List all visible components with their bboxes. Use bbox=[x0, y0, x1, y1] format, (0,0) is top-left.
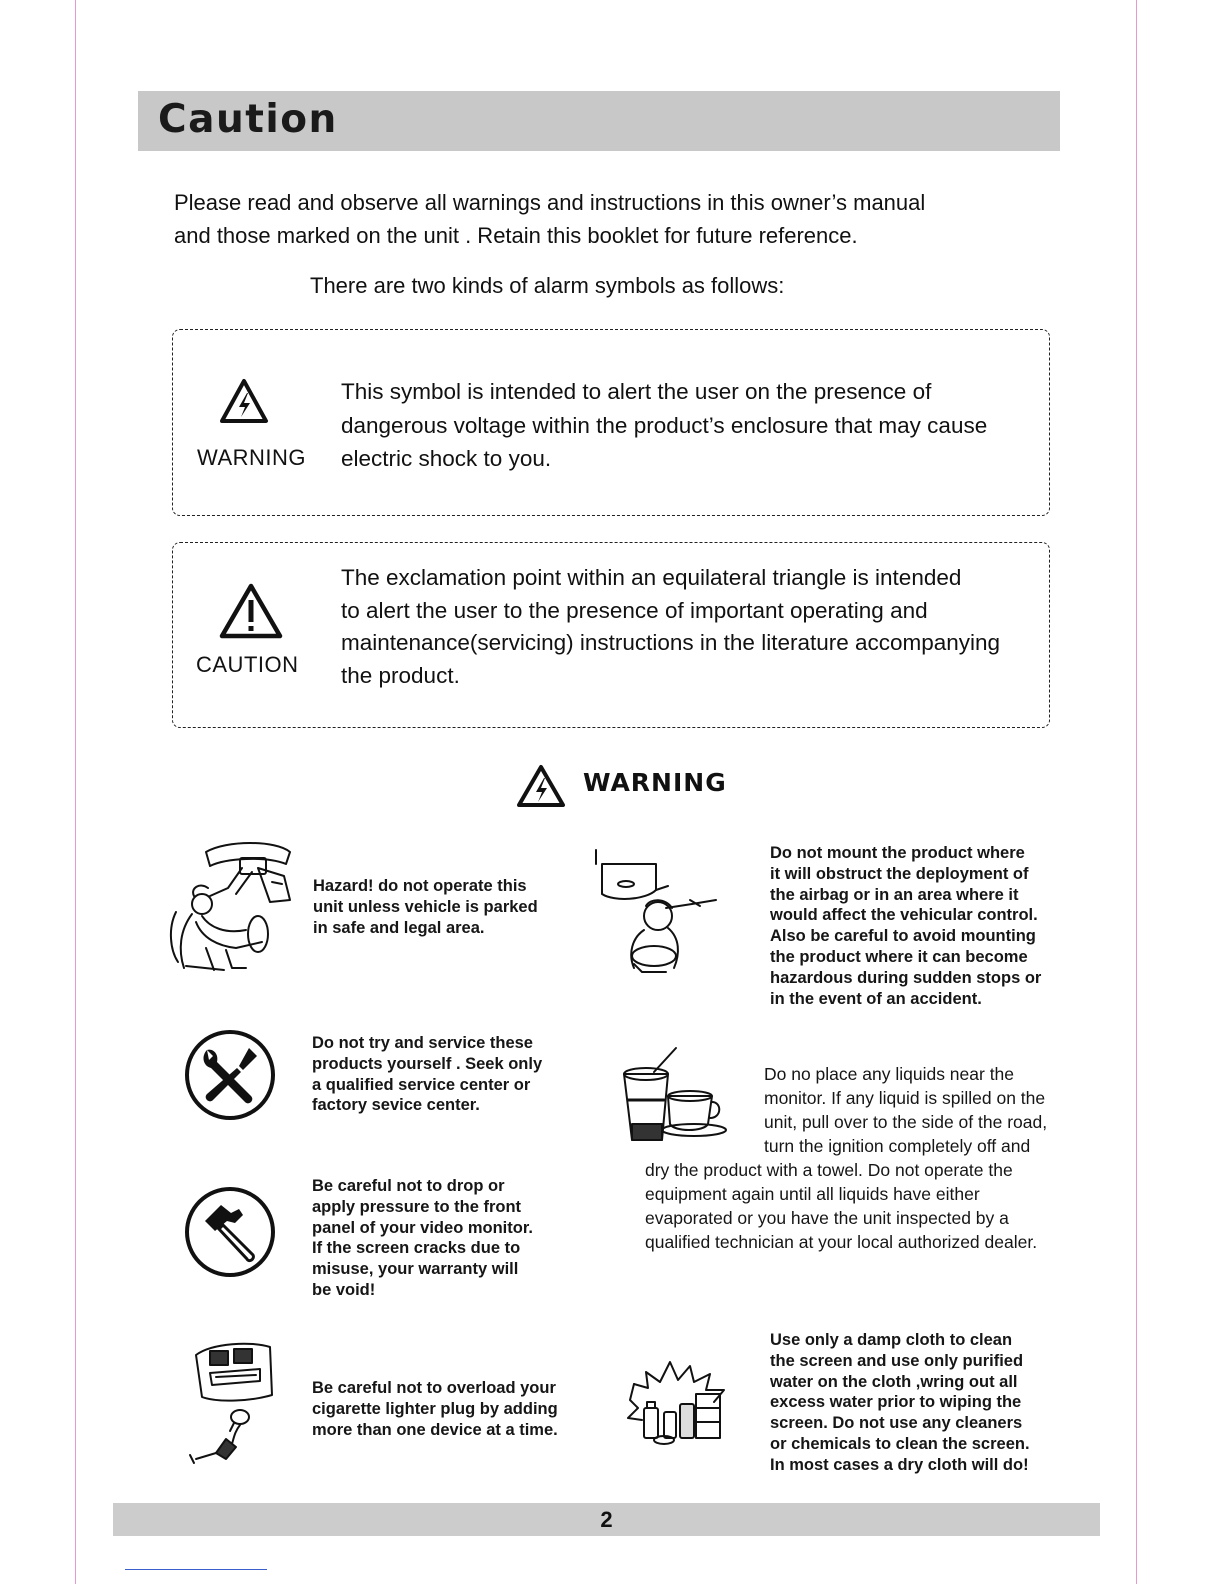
cigarette-lighter-illustration bbox=[182, 1335, 278, 1465]
caution-symbol-box bbox=[172, 542, 1050, 728]
note-line: Hazard! do not operate this bbox=[313, 877, 527, 895]
lightning-triangle-icon bbox=[516, 764, 566, 808]
note-line: in the event of an accident. bbox=[770, 989, 982, 1008]
exclamation-triangle-icon bbox=[219, 583, 283, 639]
note-line: Do not mount the product where bbox=[770, 844, 1025, 862]
note-line: monitor. If any liquid is spilled on the bbox=[764, 1088, 1046, 1108]
intro-line: and those marked on the unit . Retain this booklet for future reference. bbox=[174, 223, 858, 248]
note-line: In most cases a dry cloth will do! bbox=[770, 1455, 1029, 1474]
note-line: factory sevice center. bbox=[312, 1096, 480, 1115]
note-line: it will obstruct the deployment of bbox=[770, 864, 1029, 883]
note-line: water on the cloth ,wring out all bbox=[770, 1372, 1018, 1391]
note-line: the screen and use only purified bbox=[770, 1351, 1024, 1370]
warning-description bbox=[341, 375, 1041, 476]
note-line: misuse, your warranty will bbox=[312, 1260, 519, 1279]
note-line: in safe and legal area. bbox=[313, 918, 485, 937]
note-line: equipment again until all liquids have either bbox=[645, 1184, 980, 1204]
airbag-warning-note bbox=[770, 843, 1041, 1009]
warning-label: WARNING bbox=[197, 445, 307, 470]
note-line: evaporated or you have the unit inspected by a bbox=[645, 1208, 1009, 1228]
note-line: the product where it can become bbox=[770, 947, 1028, 966]
intro-line: Please read and observe all warnings and instructions in this owner’s manual bbox=[174, 190, 926, 215]
coffee-cups-illustration bbox=[616, 1044, 728, 1148]
warning-symbol-box bbox=[172, 329, 1050, 516]
caution-description-line: to alert the user to the presence of important operating and bbox=[341, 597, 928, 623]
note-line: a qualified service center or bbox=[312, 1075, 531, 1094]
note-line: cigarette lighter plug by adding bbox=[312, 1399, 558, 1418]
note-line: unit unless vehicle is parked bbox=[313, 897, 538, 916]
lightning-triangle-icon bbox=[219, 378, 269, 424]
note-line: Also be careful to avoid mounting bbox=[770, 927, 1036, 946]
parked-warning-note bbox=[313, 876, 538, 938]
footer-divider bbox=[125, 1569, 267, 1570]
drop-warning-note bbox=[312, 1176, 533, 1301]
caution-description-line: the product. bbox=[341, 662, 460, 688]
note-line: or chemicals to clean the screen. bbox=[770, 1434, 1030, 1453]
note-line: panel of your video monitor. bbox=[312, 1218, 533, 1237]
note-line: Be careful not to drop or bbox=[312, 1177, 505, 1195]
note-line: be void! bbox=[312, 1280, 376, 1299]
caution-description-line: The exclamation point within an equilateral triangle is intended bbox=[341, 565, 962, 590]
service-warning-note bbox=[312, 1033, 542, 1116]
page-border-left bbox=[75, 0, 76, 1584]
note-line: products yourself . Seek only bbox=[312, 1054, 543, 1073]
caution-description-line: maintenance(servicing) instructions in the literature accompanying bbox=[341, 630, 1001, 655]
liquids-warning-note-bottom bbox=[645, 1158, 1037, 1254]
warning-description-line: This symbol is intended to alert the user on the presence of bbox=[341, 379, 932, 404]
note-line: more than one device at a time. bbox=[312, 1420, 558, 1439]
title-bar bbox=[138, 91, 1060, 151]
note-line: dry the product with a towel. Do not operate the bbox=[645, 1160, 1013, 1180]
cleaning-chemicals-illustration bbox=[624, 1358, 730, 1446]
note-line: If the screen cracks due to bbox=[312, 1239, 521, 1258]
footer-bar bbox=[113, 1503, 1100, 1536]
note-line: apply pressure to the front bbox=[312, 1197, 522, 1216]
driver-with-monitor-illustration bbox=[166, 838, 294, 972]
note-line: unit, pull over to the side of the road, bbox=[764, 1112, 1048, 1132]
hammer-icon bbox=[183, 1185, 277, 1279]
wrench-screwdriver-icon bbox=[183, 1028, 277, 1122]
note-line: hazardous during sudden stops or bbox=[770, 968, 1042, 987]
note-line: the airbag or in an area where it bbox=[770, 885, 1019, 904]
airbag-driver-illustration bbox=[594, 846, 724, 976]
note-line: would affect the vehicular control. bbox=[770, 906, 1038, 925]
alarm-symbols-intro: There are two kinds of alarm symbols as follows: bbox=[310, 273, 785, 298]
cleaning-warning-note bbox=[770, 1330, 1030, 1476]
note-line: Do not try and service these bbox=[312, 1034, 533, 1052]
note-line: excess water prior to wiping the bbox=[770, 1393, 1022, 1412]
note-line: turn the ignition completely off and bbox=[764, 1136, 1031, 1156]
caution-description bbox=[341, 562, 1041, 692]
lighter-warning-note bbox=[312, 1378, 558, 1440]
caution-label: CAUTION bbox=[196, 652, 299, 677]
note-line: Do no place any liquids near the bbox=[764, 1064, 1015, 1084]
note-line: Be careful not to overload your bbox=[312, 1379, 556, 1397]
intro-paragraph bbox=[174, 186, 1054, 252]
page-border-right bbox=[1136, 0, 1137, 1584]
page-number: 2 bbox=[600, 1507, 613, 1532]
warning-description-line: electric shock to you. bbox=[341, 446, 552, 471]
note-line: Use only a damp cloth to clean bbox=[770, 1331, 1013, 1349]
note-line: qualified technician at your local authorized dealer. bbox=[645, 1232, 1038, 1252]
warning-heading-text: WARNING bbox=[583, 768, 727, 797]
note-line: screen. Do not use any cleaners bbox=[770, 1414, 1023, 1433]
liquids-warning-note-top bbox=[764, 1062, 1047, 1158]
warning-description-line: dangerous voltage within the product’s enclosure that may cause bbox=[341, 412, 988, 438]
page-title: Caution bbox=[158, 97, 338, 142]
